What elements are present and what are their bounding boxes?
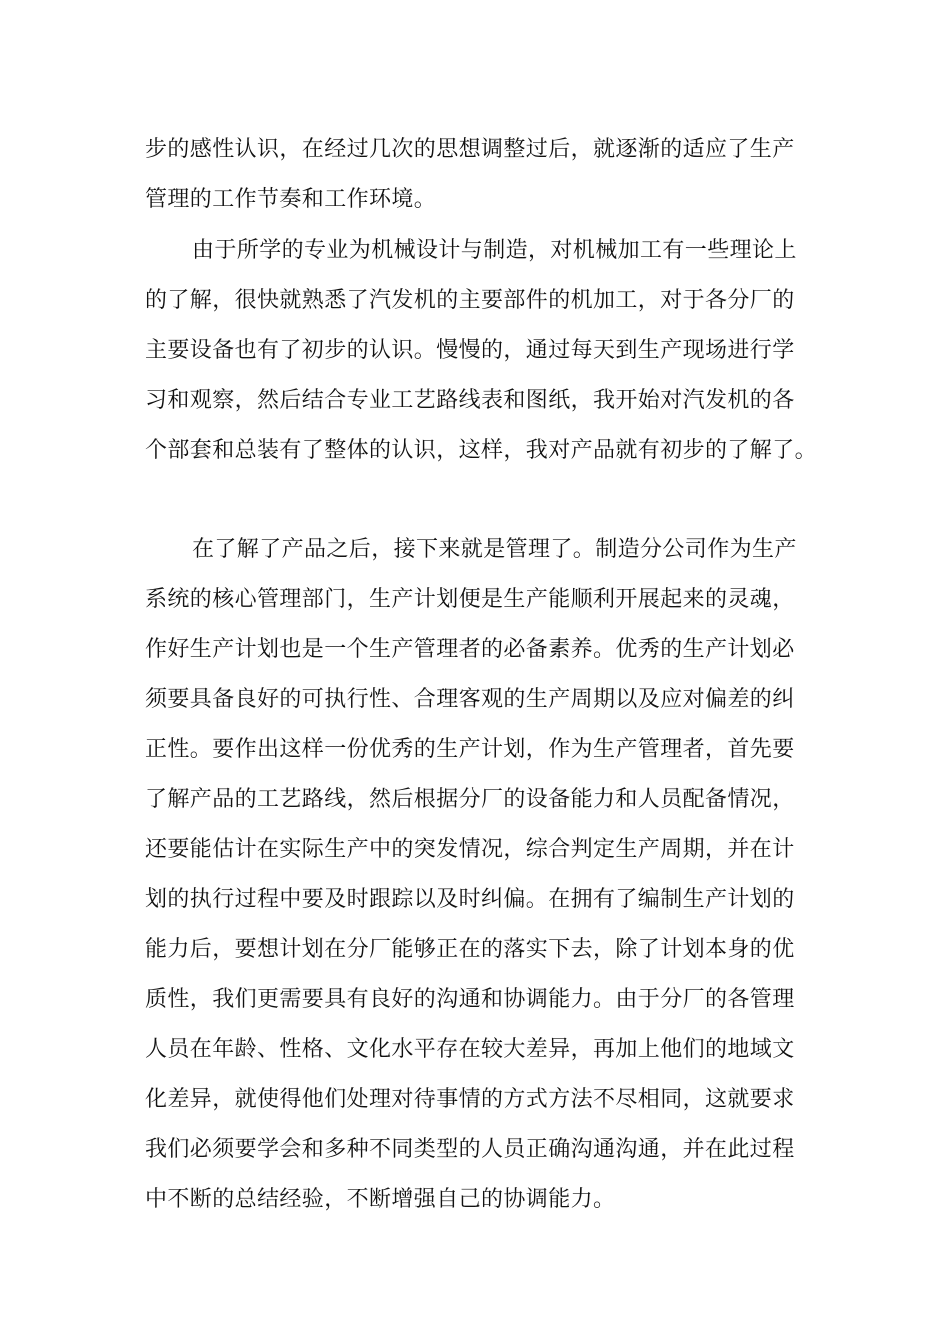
text-line: 的了解，很快就熟悉了汽发机的主要部件的机加工，对于各分厂的 xyxy=(145,288,795,313)
text-line: 人员在年龄、性格、文化水平存在较大差异，再加上他们的地域文 xyxy=(145,1037,795,1062)
text-line: 正性。要作出这样一份优秀的生产计划，作为生产管理者，首先要 xyxy=(145,737,795,762)
text-line: 了解产品的工艺路线，然后根据分厂的设备能力和人员配备情况， xyxy=(145,787,795,812)
text-line: 系统的核心管理部门，生产计划便是生产能顺利开展起来的灵魂， xyxy=(145,587,795,612)
text-line: 步的感性认识，在经过几次的思想调整过后，就逐渐的适应了生产 xyxy=(145,137,795,162)
text-line: 中不断的总结经验，不断增强自己的协调能力。 xyxy=(145,1187,616,1212)
text-line: 划的执行过程中要及时跟踪以及时纠偏。在拥有了编制生产计划的 xyxy=(145,887,795,912)
text-line: 还要能估计在实际生产中的突发情况，综合判定生产周期，并在计 xyxy=(145,837,795,862)
text-line: 在了解了产品之后，接下来就是管理了。制造分公司作为生产 xyxy=(192,537,797,562)
text-line: 我们必须要学会和多种不同类型的人员正确沟通沟通，并在此过程 xyxy=(145,1137,795,1162)
text-line: 须要具备良好的可执行性、合理客观的生产周期以及应对偏差的纠 xyxy=(145,687,795,712)
text-line: 作好生产计划也是一个生产管理者的必备素养。优秀的生产计划必 xyxy=(145,637,795,662)
text-line: 管理的工作节奏和工作环境。 xyxy=(145,187,437,212)
text-line: 能力后，要想计划在分厂能够正在的落实下去，除了计划本身的优 xyxy=(145,937,795,962)
text-line: 个部套和总装有了整体的认识，这样，我对产品就有初步的了解了。 xyxy=(145,438,818,463)
text-line: 主要设备也有了初步的认识。慢慢的，通过每天到生产现场进行学 xyxy=(145,338,795,363)
text-line: 质性，我们更需要具有良好的沟通和协调能力。由于分厂的各管理 xyxy=(145,987,795,1012)
text-line: 习和观察，然后结合专业工艺路线表和图纸，我开始对汽发机的各 xyxy=(145,388,795,413)
text-line: 化差异，就使得他们处理对待事情的方式方法不尽相同，这就要求 xyxy=(145,1087,795,1112)
text-line: 由于所学的专业为机械设计与制造，对机械加工有一些理论上 xyxy=(192,238,797,263)
